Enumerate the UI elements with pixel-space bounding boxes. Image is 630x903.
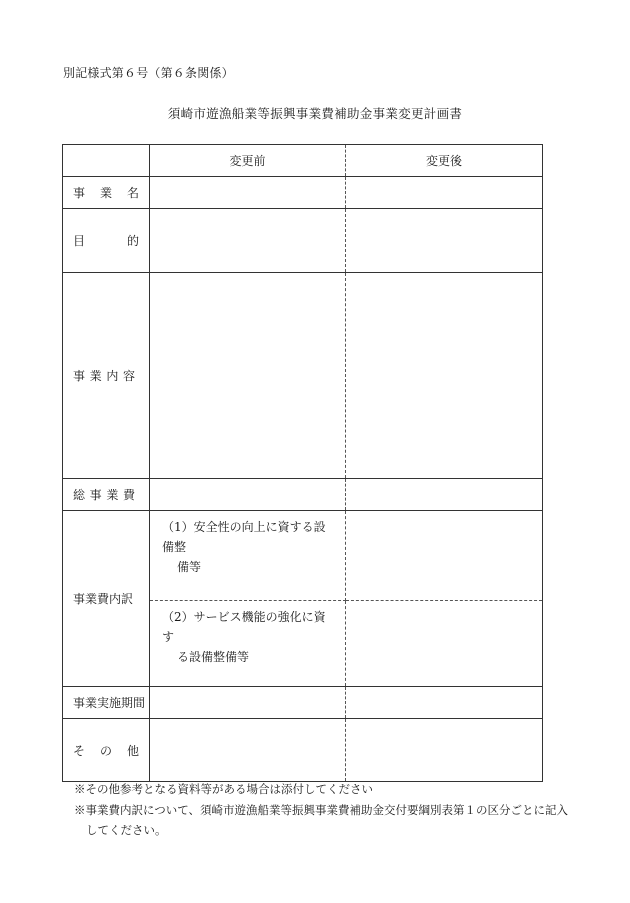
label-char: 的 [126, 234, 139, 248]
change-plan-table [62, 144, 543, 782]
project-name-before-cell[interactable] [150, 177, 346, 209]
label-char: 費 [122, 488, 135, 502]
total-cost-before-cell[interactable] [150, 479, 346, 511]
header-row [63, 145, 543, 177]
breakdown-1-number: （1） [162, 520, 194, 534]
row-other [63, 719, 543, 782]
label-project-name [63, 177, 150, 209]
label-char: 目 [73, 234, 86, 248]
breakdown-2-text: サービス機能の強化に資す [162, 610, 326, 644]
label-other [63, 719, 150, 782]
label-char: 業 [99, 186, 112, 200]
note-breakdown-text: ※事業費内訳について、須崎市遊漁船業等振興事業費補助金交付要綱別表第１の区分ごとに記入 [74, 803, 569, 817]
purpose-after-cell[interactable] [346, 209, 543, 273]
content-after-cell[interactable] [346, 273, 543, 479]
label-char: 内 [106, 369, 119, 383]
breakdown-2-text-cont: る設備整備等 [177, 650, 250, 664]
row-total-cost [63, 479, 543, 511]
row-project-name [63, 177, 543, 209]
breakdown-2-number: （2） [162, 610, 194, 624]
note-breakdown [74, 800, 574, 840]
period-after-cell[interactable] [346, 687, 543, 719]
label-total-cost [63, 479, 150, 511]
note-attachments: ※その他参考となる資料等がある場合は添付してください [74, 782, 373, 796]
form-reference: 別記様式第６号（第６条関係） [63, 66, 234, 80]
label-char: の [99, 743, 112, 758]
other-after-cell[interactable] [346, 719, 543, 782]
note-breakdown-cont: してください。 [86, 823, 167, 837]
label-char: 事 [89, 488, 102, 502]
header-after: 変更後 [346, 145, 543, 177]
content-before-cell[interactable] [150, 273, 346, 479]
label-char: 業 [106, 488, 119, 502]
label-purpose [63, 209, 150, 273]
header-blank-cell [63, 145, 150, 177]
breakdown-1-after-cell[interactable] [346, 511, 543, 601]
period-before-cell[interactable] [150, 687, 346, 719]
breakdown-2-before-cell[interactable] [150, 601, 346, 687]
total-cost-after-cell[interactable] [346, 479, 543, 511]
breakdown-1-before-cell[interactable] [150, 511, 346, 601]
label-char: 他 [126, 743, 139, 758]
row-purpose [63, 209, 543, 273]
breakdown-2-after-cell[interactable] [346, 601, 543, 687]
label-char: そ [73, 743, 86, 758]
label-char: 名 [126, 186, 139, 200]
label-char: 業 [89, 369, 102, 383]
header-before: 変更前 [150, 145, 346, 177]
label-char: 総 [73, 488, 86, 502]
row-breakdown-1 [63, 511, 543, 601]
label-char: 事 [73, 186, 86, 200]
breakdown-1-text-cont: 備等 [177, 560, 202, 574]
label-cost-breakdown: 事業費内訳 [63, 511, 150, 687]
label-char: 容 [122, 369, 135, 383]
label-content [63, 273, 150, 479]
other-before-cell[interactable] [150, 719, 346, 782]
label-period: 事業実施期間 [63, 687, 150, 719]
row-period [63, 687, 543, 719]
purpose-before-cell[interactable] [150, 209, 346, 273]
breakdown-1-text: 安全性の向上に資する設備整 [162, 520, 326, 554]
document-title: 須崎市遊漁船業等振興事業費補助金事業変更計画書 [167, 106, 463, 121]
project-name-after-cell[interactable] [346, 177, 543, 209]
label-char: 事 [73, 369, 86, 383]
row-content [63, 273, 543, 479]
